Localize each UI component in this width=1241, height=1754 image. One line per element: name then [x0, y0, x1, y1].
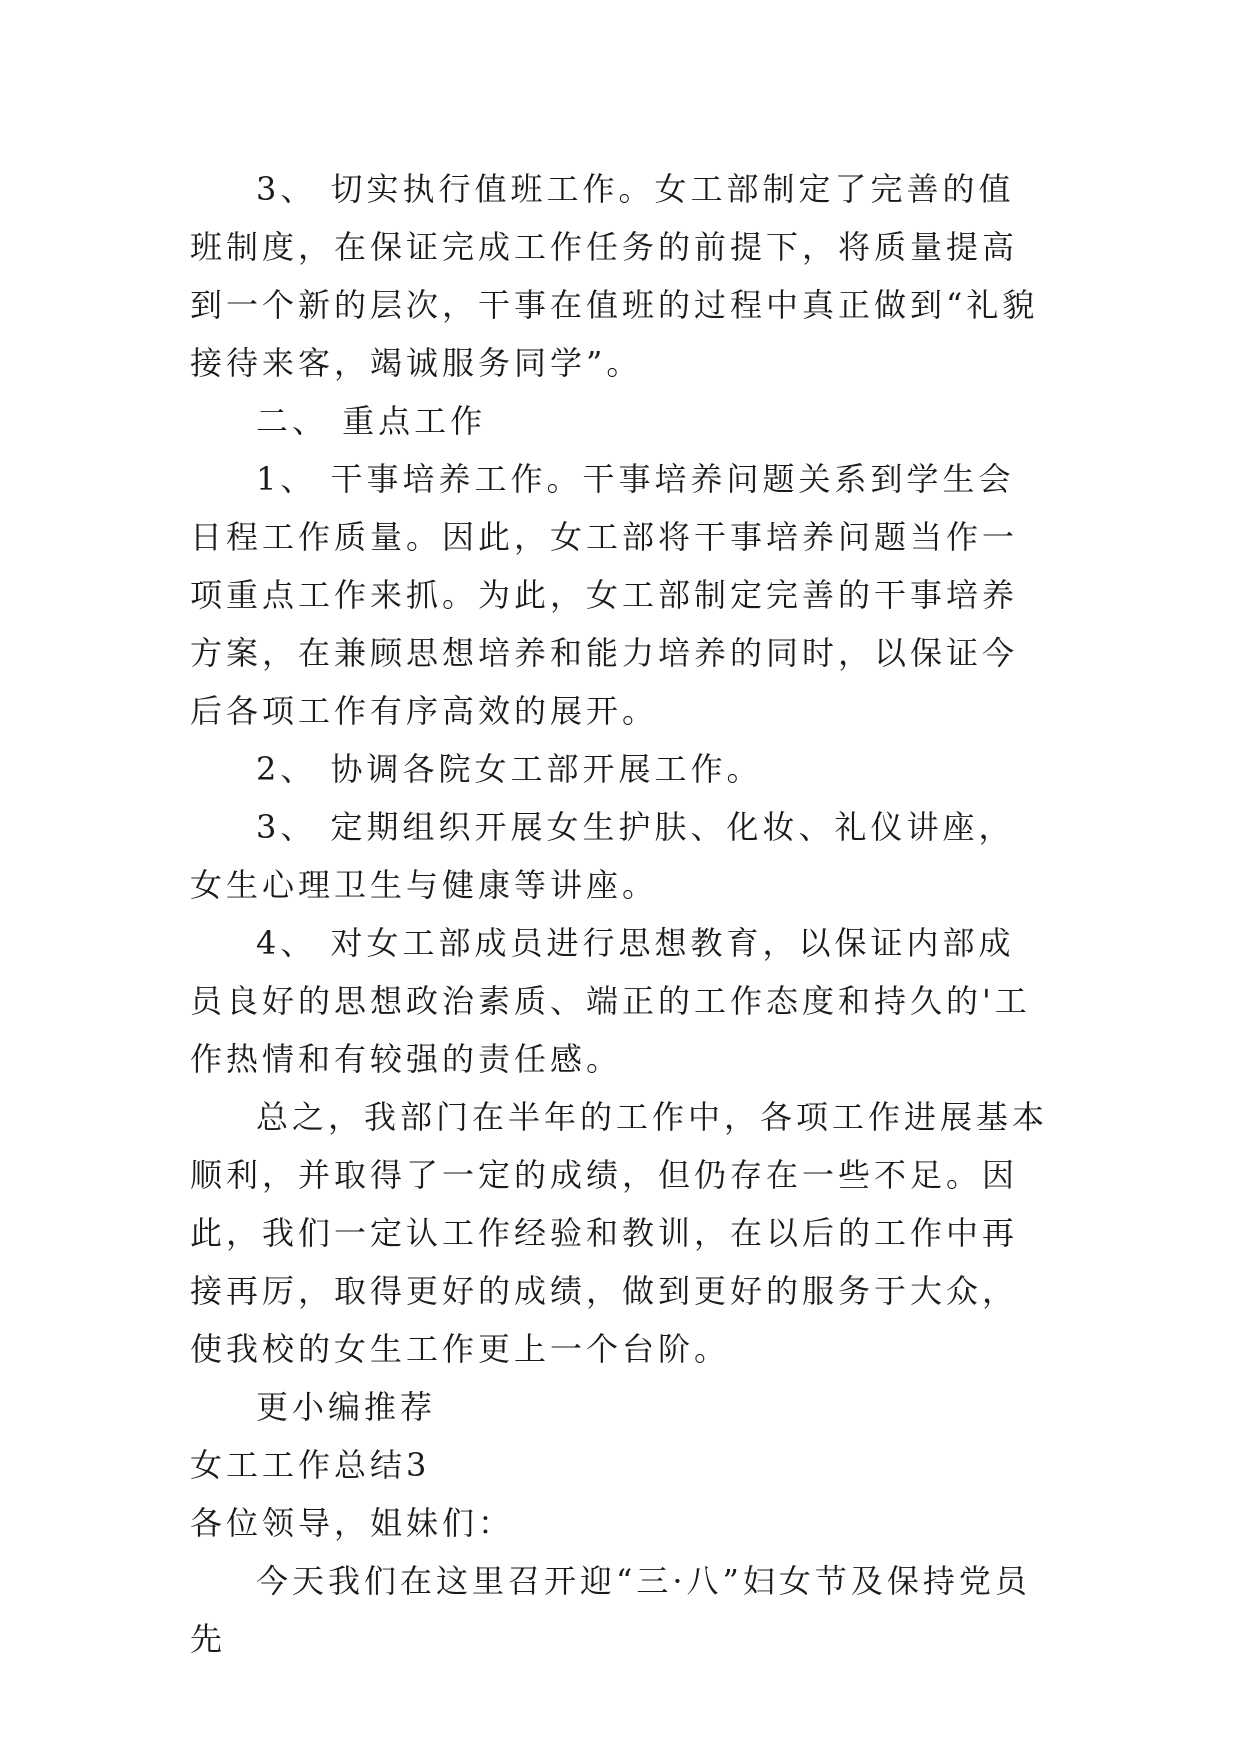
- salutation: 各位领导，姐妹们：: [190, 1504, 515, 1542]
- section-heading-key-work: 二、 重点工作: [256, 402, 487, 440]
- paragraph-duty-work: 3、 切实执行值班工作。女工部制定了完善的值班制度，在保证完成工作任务的前提下，将质量提高到一个新的层次，干事在值班的过程中真正做到“礼貌接待来客，竭诚服务同学”。: [190, 170, 1039, 382]
- paragraph-coordinate-departments: 2、 协调各院女工部开展工作。: [256, 750, 763, 788]
- paragraph-ideological-education: 4、 对女工部成员进行思想教育，以保证内部成员良好的思想政治素质、端正的工作态度和持久的'工作热情和有较强的责任感。: [190, 924, 1031, 1078]
- paragraph-staff-training: 1、 干事培养工作。干事培养问题关系到学生会日程工作质量。因此，女工部将干事培养问题当作一项重点工作来抓。为此，女工部制定完善的干事培养方案，在兼顾思想培养和能力培养的同时，以保证今后各项工作有序高效的展开。: [190, 460, 1019, 730]
- paragraph-lectures: 3、 定期组织开展女生护肤、化妆、礼仪讲座，女生心理卫生与健康等讲座。: [190, 808, 1015, 904]
- paragraph-summary: 总之，我部门在半年的工作中，各项工作进展基本顺利，并取得了一定的成绩，但仍存在一些不足。因此，我们一定认工作经验和教训，在以后的工作中再接再厉，取得更好的成绩，做到更好的服务于大众，使我校的女生工作更上一个台阶。: [190, 1098, 1049, 1368]
- article-title: 女工工作总结3: [190, 1446, 431, 1484]
- document-body: [190, 160, 1050, 1668]
- recommendation-label: 更小编推荐: [256, 1388, 437, 1426]
- paragraph-opening: 今天我们在这里召开迎“三·八”妇女节及保持党员先: [190, 1562, 1031, 1658]
